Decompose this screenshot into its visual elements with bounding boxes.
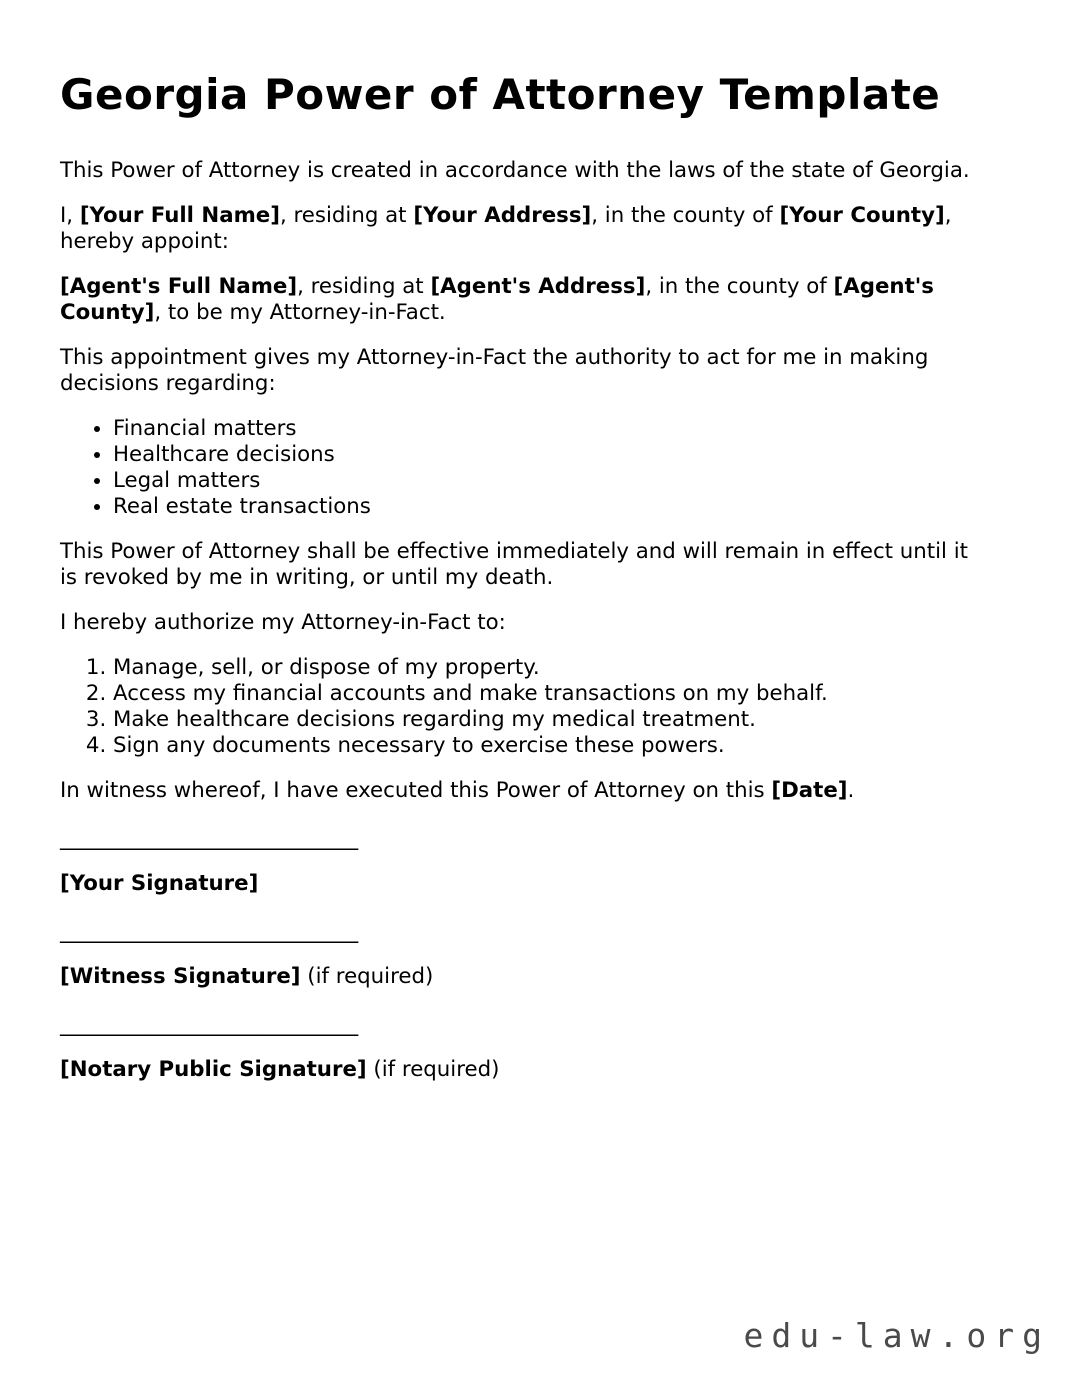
agent-name-placeholder: [Agent's Full Name] (60, 274, 298, 300)
text-segment: , residing at (279, 203, 414, 229)
witness-signature-line: ____________________________ (60, 919, 359, 945)
principal-appointment-paragraph (60, 203, 990, 255)
signature-note: (if required) (300, 964, 434, 990)
signature-label-text: [Your Signature] (60, 871, 259, 897)
list-item: 3. Make healthcare decisions regarding my medical treatment. (113, 707, 990, 733)
list-item: 4. Sign any documents necessary to exercise these powers. (113, 733, 990, 759)
signature-note: (if required) (366, 1057, 500, 1083)
text-segment: I, (60, 203, 80, 229)
witness-signature-label (60, 964, 990, 990)
agent-appointment-paragraph (60, 274, 990, 326)
agent-county-placeholder: [Agent's County] (60, 274, 934, 326)
page-title: Georgia Power of Attorney Template (60, 70, 941, 119)
text-segment: , residing at (297, 274, 431, 300)
authority-list (60, 416, 990, 520)
signature-label-text: [Witness Signature] (60, 964, 301, 990)
list-item: 1. Manage, sell, or dispose of my property. (113, 655, 990, 681)
principal-county-placeholder: [Your County] (779, 203, 945, 229)
principal-address-placeholder: [Your Address] (413, 203, 592, 229)
text-segment: , in the county of (645, 274, 834, 300)
signature-label-text: [Notary Public Signature] (60, 1057, 367, 1083)
notary-signature-label (60, 1057, 990, 1083)
execution-paragraph (60, 778, 990, 804)
text-segment: , hereby appoint: (60, 203, 952, 255)
list-item: • Healthcare decisions (113, 442, 990, 468)
text-segment: , to be my Attorney-in-Fact. (154, 300, 446, 326)
list-item: • Legal matters (113, 468, 990, 494)
principal-signature-label (60, 871, 990, 897)
effectiveness-paragraph: This Power of Attorney shall be effective immediately and will remain in effect until it is revoked by me in writing, or until my death. (60, 539, 968, 591)
agent-address-placeholder: [Agent's Address] (430, 274, 646, 300)
text-segment: , in the county of (591, 203, 780, 229)
principal-name-placeholder: [Your Full Name] (79, 203, 280, 229)
text-segment: . (847, 778, 855, 804)
principal-signature-line: ____________________________ (60, 826, 359, 852)
list-item: • Financial matters (113, 416, 990, 442)
powers-intro-paragraph: I hereby authorize my Attorney-in-Fact to: (60, 610, 506, 636)
list-item: • Real estate transactions (113, 494, 990, 520)
intro-paragraph: This Power of Attorney is created in accordance with the laws of the state of Georgia. (60, 158, 970, 184)
notary-signature-line: ____________________________ (60, 1012, 359, 1038)
text-segment: In witness whereof, I have executed this Power of Attorney on this (60, 778, 772, 804)
authority-intro-paragraph: This appointment gives my Attorney-in-Fact the authority to act for me in making decisions regarding: (60, 345, 929, 397)
powers-list (60, 655, 990, 759)
watermark: edu-law.org (743, 1316, 1050, 1355)
list-item: 2. Access my financial accounts and make transactions on my behalf. (113, 681, 990, 707)
date-placeholder: [Date] (771, 778, 848, 804)
